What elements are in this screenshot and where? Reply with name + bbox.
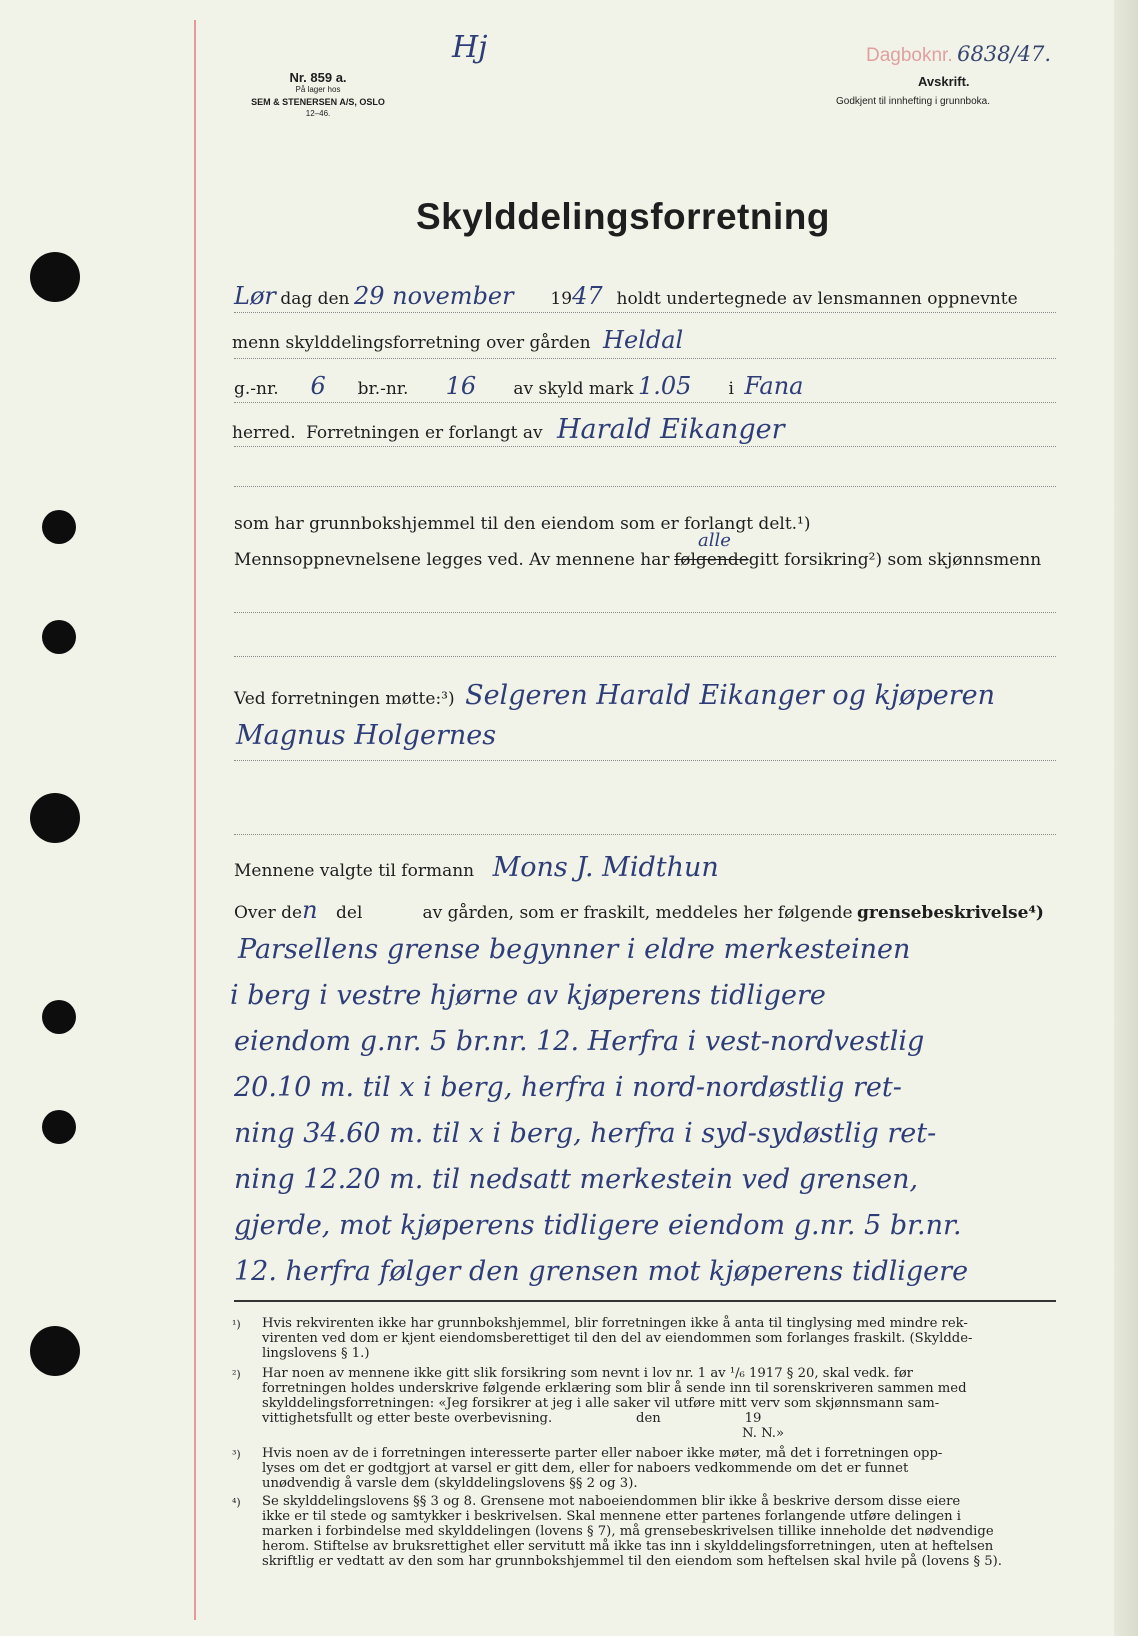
- footnote-line: skylddelingsforretningen: «Jeg forsikrer at jeg i alle saker vil utføre mitt verv som skjønnsmann sam-: [262, 1396, 940, 1411]
- binder-hole: [42, 1000, 76, 1034]
- dagbok-label: Dagboknr.: [866, 45, 953, 66]
- over-prefix: Over de: [234, 903, 303, 923]
- description-line: eiendom g.nr. 5 br.nr. 12. Herfra i vest-nordvestlig: [234, 1026, 925, 1057]
- footnote-line: vittighetsfullt og etter beste overbevisning. den 19: [262, 1411, 762, 1426]
- farm-line: [232, 326, 683, 354]
- menns-prefix: Mennsoppnevnelsene legges ved. Av mennene har: [234, 550, 670, 570]
- dagbok-stamp: [866, 42, 1051, 67]
- mote-hand-2: Magnus Holgernes: [236, 720, 497, 751]
- over-line: [234, 896, 1044, 924]
- footnote-2: [262, 1366, 967, 1441]
- year-hand: 47: [572, 282, 603, 310]
- printer-imprint: [218, 72, 418, 120]
- description-line: gjerde, mot kjøperens tidligere eiendom g.nr. 5 br.nr.: [234, 1210, 962, 1241]
- description-line: ning 12.20 m. til nedsatt merkestein ved grensen,: [234, 1164, 919, 1195]
- dotted-rule: [234, 656, 1056, 657]
- grense-label: grensebeskrivelse⁴): [857, 903, 1044, 923]
- i-label: i: [728, 379, 734, 399]
- binder-hole: [42, 510, 76, 544]
- footnote-line: marken i forbindelse med skylddelingen (lovens § 7), må grensebeskrivelsen tillike inneholde det nødvendige: [262, 1524, 994, 1539]
- footnote-separator: [234, 1300, 1056, 1302]
- margin-rule: [194, 20, 196, 1620]
- footnote-line: Har noen av mennene ikke gitt slik forsikring som nevnt i lov nr. 1 av ¹/₆ 1917 § 20, skal vedk. før: [262, 1366, 913, 1381]
- description-line: 12. herfra følger den grensen mot kjøperens tidligere: [234, 1256, 969, 1287]
- binder-hole: [30, 793, 80, 843]
- footnote-mark: ³): [232, 1448, 241, 1461]
- dotted-rule: [234, 402, 1056, 403]
- page-edge: [1114, 0, 1138, 1636]
- requester-hand: Harald Eikanger: [557, 414, 785, 445]
- binder-hole: [42, 1110, 76, 1144]
- footnote-1: [262, 1316, 973, 1361]
- farm-hand: Heldal: [603, 326, 684, 354]
- menn-label: menn skylddelingsforretning over gården: [232, 333, 591, 353]
- day-hand: Lør: [234, 282, 276, 310]
- footnote-mark: ⁴): [232, 1496, 241, 1509]
- herred-hand: Fana: [744, 372, 804, 400]
- dotted-rule: [234, 312, 1056, 313]
- footnote-mark: ²): [232, 1368, 241, 1381]
- footnote-line: ikke er til stede og samtykker i beskrivelsen. Skal mennene etter partenes forlangende utføre delingen i: [262, 1509, 962, 1524]
- description-line: Parsellens grense begynner i eldre merkesteinen: [238, 934, 911, 965]
- binder-hole: [30, 1326, 80, 1376]
- printer-date: 12–46.: [305, 109, 331, 118]
- mote-line: [234, 680, 995, 711]
- dagbok-number: 6838/47.: [957, 42, 1051, 66]
- mote-label: Ved forretningen møtte:³): [234, 689, 455, 709]
- alle-hand: alle: [697, 530, 731, 551]
- footnote-line: forretningen holdes underskrive følgende erklæring som blir å sende inn til sorenskriveren sammen med: [262, 1381, 967, 1396]
- footnote-line: Se skylddelingslovens §§ 3 og 8. Grensene mot naboeiendommen blir ikke å beskrive dersom disse eiere: [262, 1494, 961, 1509]
- printer-name: SEM & STENERSEN A/S, OSLO: [251, 97, 385, 107]
- brnr-label: br.-nr.: [357, 379, 409, 399]
- dotted-rule: [234, 486, 1056, 487]
- dag-den-label: dag den: [280, 289, 350, 309]
- gnr-label: g.-nr.: [234, 379, 279, 399]
- dotted-rule: [234, 446, 1056, 447]
- menns-suffix: gitt forsikring²) som skjønnsmenn: [748, 550, 1042, 570]
- footnote-signature: N. N.»: [742, 1426, 785, 1441]
- printer-nr: Nr. 859 a.: [289, 70, 347, 85]
- description-line: ning 34.60 m. til x i berg, herfra i syd-sydøstlig ret-: [234, 1118, 937, 1149]
- formann-hand: Mons J. Midthun: [492, 852, 719, 883]
- footnote-line: lingslovens § 1.): [262, 1346, 370, 1361]
- dotted-rule: [234, 760, 1056, 761]
- holdt-label: holdt undertegnede av lensmannen oppnevnte: [616, 289, 1018, 309]
- skyld-hand: 1.05: [638, 372, 692, 400]
- over-suffix: av gården, som er fraskilt, meddeles her følgende: [422, 903, 853, 923]
- footnote-line: virenten ved dom er kjent eiendomsberettiget til den del av eiendommen som forlanges fraskilt. (Skyldde-: [262, 1331, 973, 1346]
- footnote-4: [262, 1494, 1002, 1569]
- handwritten-initials: Hj: [452, 30, 488, 65]
- footnote-line: herom. Stiftelse av bruksrettighet eller servitutt må ikke tas inn i skylddelingsforretningen, uten at heftelsen: [262, 1539, 994, 1554]
- herred-label: herred.: [232, 423, 296, 443]
- brnr-hand: 16: [445, 372, 477, 400]
- footnote-line: Hvis rekvirenten ikke har grunnbokshjemmel, blir forretningen ikke å anta til tinglysing med mindre rek-: [262, 1316, 968, 1331]
- gnr-hand: 6: [310, 372, 326, 400]
- dotted-rule: [234, 358, 1056, 359]
- formann-label: Mennene valgte til formann: [234, 861, 475, 881]
- godkjent-label: Godkjent til innhefting i grunnboka.: [836, 96, 990, 107]
- forlangt-label: Forretningen er forlangt av: [306, 423, 543, 443]
- dotted-rule: [234, 834, 1056, 835]
- printer-at: På lager hos: [295, 85, 341, 94]
- grunnbok-line: som har grunnbokshjemmel til den eiendom som er forlangt delt.¹): [234, 514, 811, 534]
- requester-line: [232, 414, 785, 445]
- footnote-3: [262, 1446, 942, 1491]
- skyld-label: av skyld mark: [513, 379, 634, 399]
- over-mid: del: [336, 903, 363, 923]
- avskrift-label: Avskrift.: [918, 74, 970, 89]
- footnote-line: unødvendig å varsle dem (skylddelingslovens §§ 2 og 3).: [262, 1476, 638, 1491]
- mote-hand-1: Selgeren Harald Eikanger og kjøperen: [465, 680, 996, 711]
- over-hand: n: [302, 896, 318, 924]
- year-prefix: 19: [550, 289, 573, 309]
- binder-hole: [30, 252, 80, 302]
- page-title: Skylddelingsforretning: [416, 196, 830, 237]
- binder-hole: [42, 620, 76, 654]
- date-line: [234, 282, 1018, 310]
- dotted-rule: [234, 612, 1056, 613]
- footnote-line: skriftlig er vedtatt av den som har grunnbokshjemmel til den eiendom som heftelsen skal hvile på (lovens § 5).: [262, 1554, 1002, 1569]
- footnote-line: lyses om det er godtgjort at varsel er gitt dem, eller for naboers vedkommende om det er funnet: [262, 1461, 909, 1476]
- gnr-line: [234, 372, 803, 400]
- footnote-mark: ¹): [232, 1318, 241, 1331]
- formann-line: [234, 852, 719, 883]
- description-line: 20.10 m. til x i berg, herfra i nord-nordøstlig ret-: [234, 1072, 902, 1103]
- date-hand: 29 november: [353, 282, 514, 310]
- menns-line: [234, 530, 1042, 570]
- folgende-struck: følgende: [673, 550, 749, 570]
- footnote-line: Hvis noen av de i forretningen interesserte parter eller naboer ikke møter, må det i forretningen opp-: [262, 1446, 943, 1461]
- description-line: i berg i vestre hjørne av kjøperens tidligere: [230, 980, 826, 1011]
